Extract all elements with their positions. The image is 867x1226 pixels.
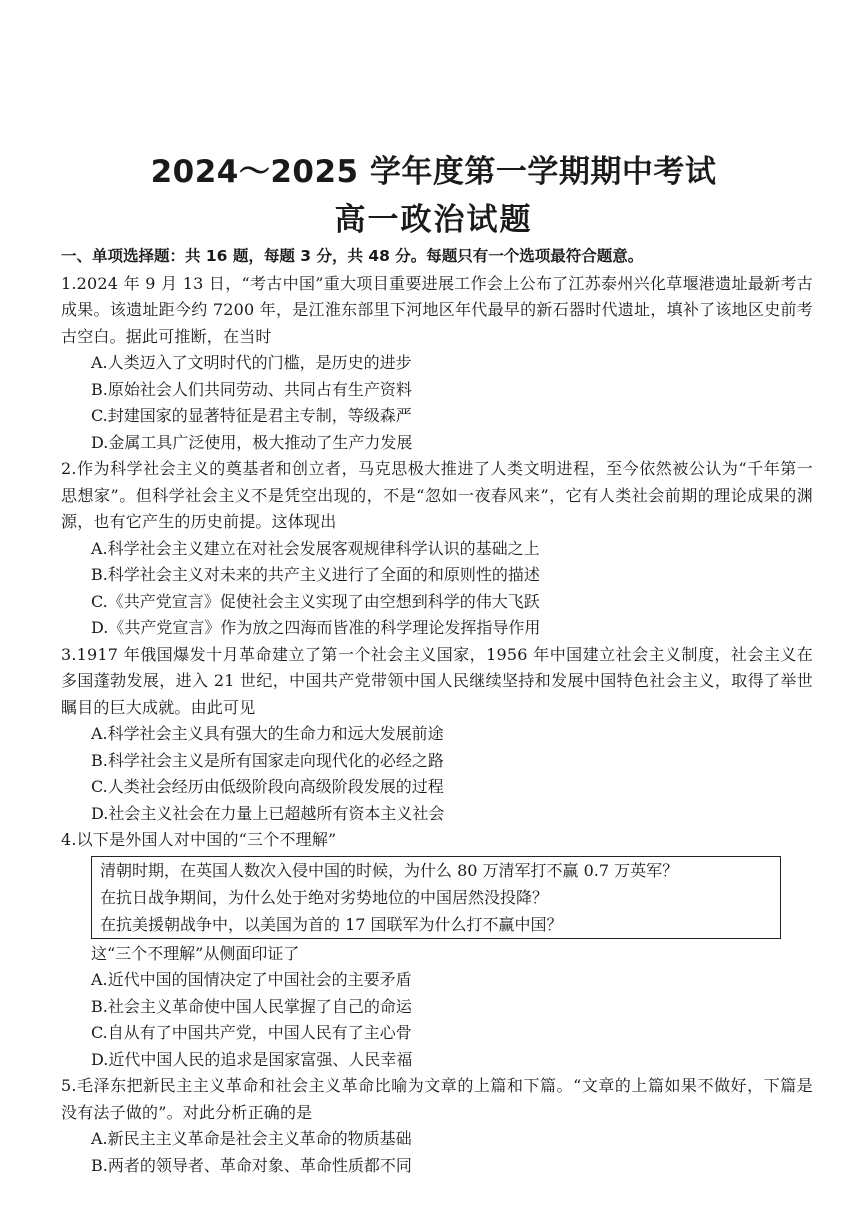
option-c: C.人类社会经历由低级阶段向高级阶段发展的过程 (91, 777, 444, 796)
option-c: C.《共产党宣言》促使社会主义实现了由空想到科学的伟大飞跃 (91, 591, 540, 611)
option-c: C.自从有了中国共产党，中国人民有了主心骨 (91, 1023, 412, 1042)
question-2 (61, 456, 813, 642)
quote-box (91, 856, 781, 939)
option-d: D.《共产党宣言》作为放之四海而皆准的科学理论发挥指导作用 (91, 618, 541, 637)
option-a: A.科学社会主义建立在对社会发展客观规律科学认识的基础之上 (91, 538, 540, 558)
option-d: D.金属工具广泛使用，极大推动了生产力发展 (91, 432, 413, 452)
question-stem: 2.作为科学社会主义的奠基者和创立者，马克思极大推进了人类文明进程，至今依然被公认为“千年第一思想家”。但科学社会主义不是凭空出现的，不是“忽如一夜春风来”，它有人类社会前期的理论成果的渊源，也有它产生的历史前提。这体现出 (61, 459, 813, 531)
option-b: B.社会主义革命使中国人民掌握了自己的命运 (91, 996, 412, 1016)
exam-content (61, 243, 813, 1179)
quote-line: 在抗日战争期间，为什么处于绝对劣势地位的中国居然没投降？ (100, 887, 549, 907)
question-5 (61, 1073, 813, 1179)
exam-title: 2024～2025 学年度第一学期期中考试 (150, 154, 717, 190)
section-heading: 一、单项选择题：共 16 题，每题 3 分，共 48 分。每题只有一个选项最符合题意。 (61, 247, 644, 265)
option-b: B.科学社会主义对未来的共产主义进行了全面的和原则性的描述 (91, 565, 540, 584)
option-b: B.科学社会主义是所有国家走向现代化的必经之路 (91, 750, 444, 770)
option-d: D.社会主义社会在力量上已超越所有资本主义社会 (91, 803, 445, 823)
question-lead: 这“三个不理解”从侧面印证了 (91, 943, 300, 963)
question-stem: 4.以下是外国人对中国的“三个不理解” (61, 830, 337, 849)
exam-subtitle: 高一政治试题 (334, 202, 533, 238)
question-1 (61, 271, 813, 457)
option-a: A.新民主主义革命是社会主义革命的物质基础 (91, 1129, 412, 1148)
option-a: A.近代中国的国情决定了中国社会的主要矛盾 (91, 970, 412, 989)
question-4 (61, 827, 813, 1073)
option-b: B.两者的领导者、革命对象、革命性质都不同 (91, 1155, 412, 1175)
quote-line: 清朝时期，在英国人数次入侵中国的时候，为什么 80 万清军打不赢 0.7 万英军？ (100, 860, 679, 880)
option-d: D.近代中国人民的追求是国家富强、人民幸福 (91, 1049, 413, 1069)
quote-line: 在抗美援朝战争中，以美国为首的 17 国联军为什么打不赢中国？ (100, 914, 563, 934)
question-stem: 3.1917 年俄国爆发十月革命建立了第一个社会主义国家，1956 年中国建立社会主义制度，社会主义在多国蓬勃发展，进入 21 世纪，中国共产党带领中国人民继续坚持和发展中国特色社会主义，取得了举世瞩目的巨大成就。由此可见 (61, 644, 813, 717)
option-a: A.科学社会主义具有强大的生命力和远大发展前途 (91, 724, 444, 743)
option-a: A.人类迈入了文明时代的门槛，是历史的进步 (91, 353, 412, 372)
question-stem: 5.毛泽东把新民主主义革命和社会主义革命比喻为文章的上篇和下篇。“文章的上篇如果不做好，下篇是没有法子做的”。对此分析正确的是 (61, 1076, 813, 1122)
option-b: B.原始社会人们共同劳动、共同占有生产资料 (91, 379, 412, 399)
question-stem: 1.2024 年 9 月 13 日，“考古中国”重大项目重要进展工作会上公布了江苏泰州兴化草堰港遗址最新考古成果。该遗址距今约 7200 年，是江淮东部里下河地区年代最早的新石器时代遗址，填补了该地区史前考古空白。据此可推断，在当时 (61, 273, 813, 346)
question-3 (61, 642, 813, 828)
option-c: C.封建国家的显著特征是君主专制，等级森严 (91, 406, 412, 425)
